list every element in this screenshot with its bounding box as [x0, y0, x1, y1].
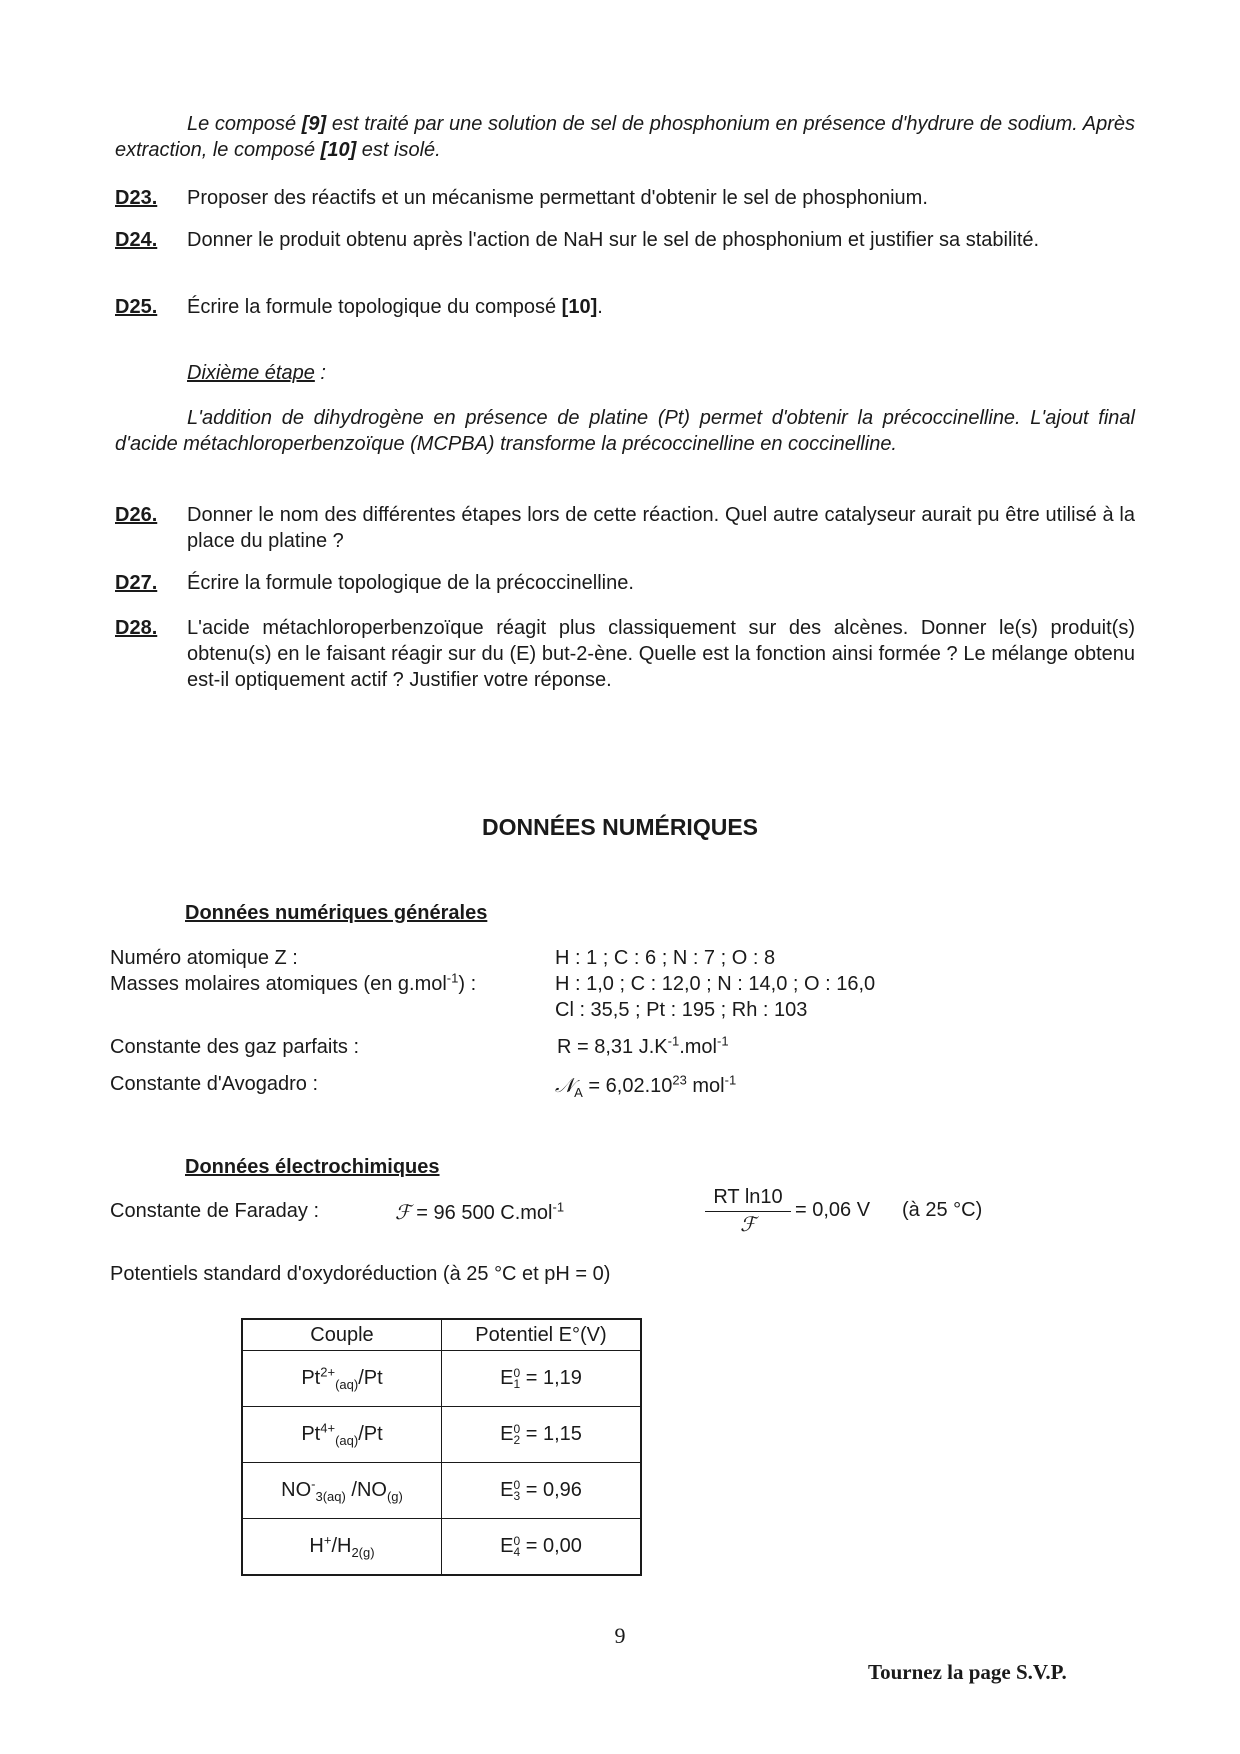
page-number: 9 [614, 1623, 626, 1648]
faraday-value: ℱ = 96 500 C.mol$^{-1}$ [395, 1199, 565, 1224]
column-header-couple: Couple [242, 1319, 442, 1351]
table-row [242, 1351, 641, 1407]
molar-mass-label: Masses molaires atomiques (en g.mol$^{-1}$) : [110, 970, 477, 995]
question-number: D23. [115, 187, 158, 209]
question-text: Proposer des réactifs et un mécanisme permettant d'obtenir le sel de phosphonium. [187, 187, 928, 209]
electrochemical-data-title: Données électrochimiques [185, 1156, 440, 1178]
question-number: D27. [115, 572, 158, 594]
couple-cell: $Pt^{4+}_{(aq)}/Pt$ [242, 1407, 442, 1463]
fraction-temperature: (à 25 °C) [902, 1199, 983, 1221]
question-d25 [115, 294, 1135, 320]
question-d24 [115, 227, 1135, 253]
potential-cell: E 0 1 = 1,19 [442, 1351, 642, 1407]
table-header-row [242, 1319, 641, 1351]
molar-mass-value-2: Cl : 35,5 ; Pt : 195 ; Rh : 103 [555, 999, 808, 1021]
potentials-title: Potentiels standard d'oxydoréduction (à 25 °C et pH = 0) [110, 1263, 611, 1285]
rt-ln10-fraction [705, 1186, 791, 1236]
question-text: Écrire la formule topologique de la précoccinelline. [187, 572, 634, 594]
avogadro-value: 𝒩$_A$ = $6,02.10^{23}$ mol$^{-1}$ [555, 1072, 737, 1100]
avogadro-label: Constante d'Avogadro : [110, 1073, 319, 1095]
couple-cell: $H^+/H_{2(g)}$ [242, 1519, 442, 1576]
atomic-number-label: Numéro atomique Z : [110, 947, 298, 969]
question-d26 [115, 502, 1135, 554]
gas-constant-value: R = 8,31 $J.K^{-1}.mol^{-1}$ [557, 1033, 729, 1058]
question-number: D24. [115, 229, 158, 251]
potential-cell: E 0 4 = 0,00 [442, 1519, 642, 1576]
step-paragraph: L'addition de dihydrogène en présence de platine (Pt) permet d'obtenir la précoccinelline. L'ajout final d'acide métachloroperbenzoïque (MCPBA) transforme la précoccinelline en coccinelline. [115, 407, 1135, 455]
potential-cell: E 0 3 = 0,96 [442, 1463, 642, 1519]
couple-cell: $NO^-_{3(aq)}$ $/NO_{(g)}$ [242, 1463, 442, 1519]
table-row [242, 1519, 641, 1576]
question-number: D28. [115, 617, 158, 639]
gas-constant-label: Constante des gaz parfaits : [110, 1036, 360, 1058]
question-d23 [115, 185, 1135, 211]
question-text: Écrire la formule topologique du composé [10]. [187, 296, 603, 318]
atomic-number-value: H : 1 ; C : 6 ; N : 7 ; O : 8 [555, 947, 776, 969]
question-d28 [115, 615, 1135, 693]
fraction-numerator: RT ln10 [705, 1186, 791, 1212]
couple-cell: $Pt^{2+}_{(aq)}/Pt$ [242, 1351, 442, 1407]
potentials-table [241, 1318, 642, 1576]
potential-cell: E 0 2 = 1,15 [442, 1407, 642, 1463]
question-number: D25. [115, 296, 158, 318]
question-text: Donner le produit obtenu après l'action de NaH sur le sel de phosphonium et justifier sa stabilité. [187, 229, 1040, 251]
question-text: Donner le nom des différentes étapes lors de cette réaction. Quel autre catalyseur aurait pu être utilisé à la place du platine ? [187, 504, 1135, 552]
table-row [242, 1407, 641, 1463]
intro-paragraph: Le composé [9] est traité par une solution de sel de phosphonium en présence d'hydrure de sodium. Après extraction, le composé [10] est isolé. [115, 113, 1135, 161]
fraction-denominator: ℱ [740, 1212, 756, 1236]
molar-mass-value: H : 1,0 ; C : 12,0 ; N : 14,0 ; O : 16,0 [555, 973, 876, 995]
question-number: D26. [115, 504, 158, 526]
step-title: Dixième étape : [187, 362, 326, 384]
column-header-potential: Potentiel E°(V) [442, 1319, 642, 1351]
question-d27 [115, 570, 1135, 596]
general-data-title: Données numériques générales [185, 902, 488, 924]
faraday-label: Constante de Faraday : [110, 1200, 320, 1222]
section-heading: DONNÉES NUMÉRIQUES [481, 814, 759, 840]
table-row [242, 1463, 641, 1519]
question-text: L'acide métachloroperbenzoïque réagit plus classiquement sur des alcènes. Donner le(s) produit(s) obtenu(s) en le faisant réagir sur du (E) but-2-ène. Quelle est la fonction ainsi formée ? Le mélange obtenu est-il optiquement actif ? Justifier votre réponse. [187, 617, 1135, 691]
turn-page-note: Tournez la page S.V.P. [868, 1660, 1067, 1684]
fraction-value: = 0,06 V [795, 1199, 871, 1221]
